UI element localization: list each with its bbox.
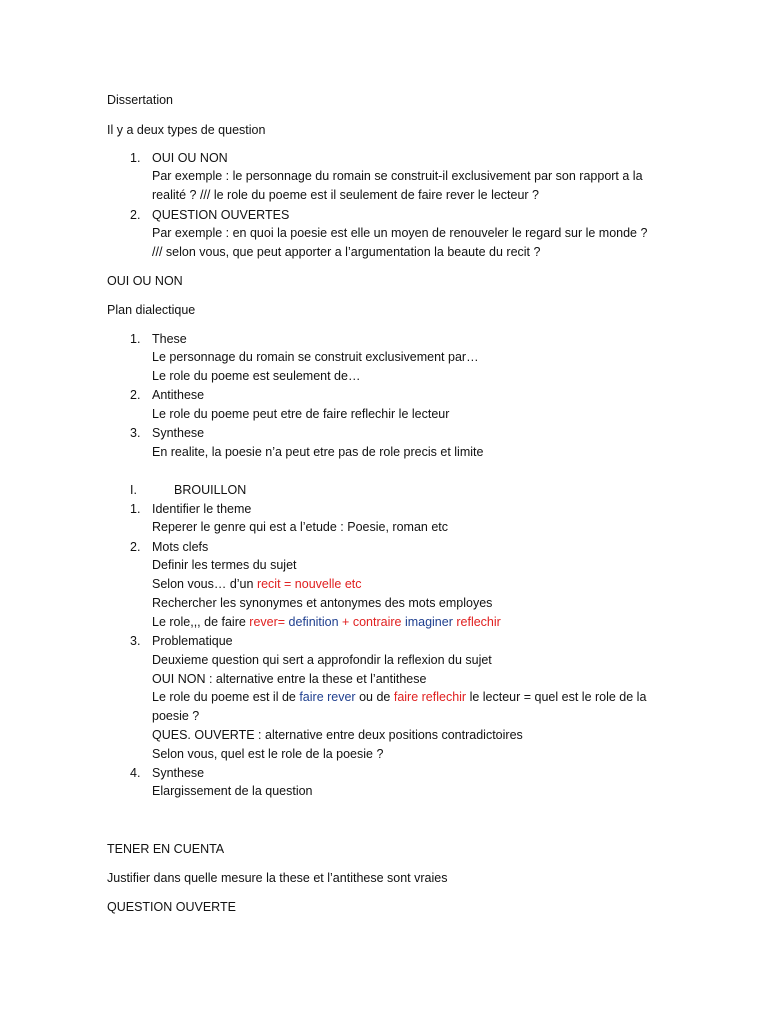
brouillon-3-line: QUES. OUVERTE : alternative entre deux positions contradictoires — [152, 728, 523, 742]
faire-rever-highlight: faire rever — [299, 690, 356, 704]
definition-highlight: definition — [285, 615, 339, 629]
plan-3-number: 3. — [130, 426, 141, 440]
plan-1-line: Le personnage du romain se construit exclusivement par… — [152, 350, 479, 364]
brouillon-2-heading: Mots clefs — [152, 540, 209, 554]
tener-heading: TENER EN CUENTA — [107, 842, 225, 856]
brouillon-3-line: Selon vous, quel est le role de la poesie ? — [152, 747, 384, 761]
type-1-line: Par exemple : le personnage du romain se construit-il exclusivement par son rapport a la — [152, 169, 643, 183]
faire-reflechir-highlight: faire reflechir — [393, 690, 467, 704]
type-2-heading: QUESTION OUVERTES — [152, 208, 290, 222]
question-ouverte-heading: QUESTION OUVERTE — [107, 900, 236, 914]
doc-title: Dissertation — [107, 93, 173, 107]
plan-2-line: Le role du poeme peut etre de faire reflechir le lecteur — [152, 407, 450, 421]
justifier-text: Justifier dans quelle mesure la these et l’antithese sont vraies — [107, 871, 448, 885]
brouillon-2-line: Rechercher les synonymes et antonymes des mots employes — [152, 596, 493, 610]
poeme-suffix: le lecteur = quel est le role de la — [466, 690, 647, 704]
brouillon-1-number: 1. — [130, 502, 141, 516]
type-2-line: Par exemple : en quoi la poesie est elle un moyen de renouveler le regard sur le monde ? — [152, 226, 648, 240]
brouillon-3-heading: Problematique — [152, 634, 233, 648]
plan-1-line: Le role du poeme est seulement de… — [152, 369, 361, 383]
brouillon-number: I. — [130, 483, 137, 497]
reflechir-highlight: reflechir — [452, 615, 501, 629]
poeme-prefix: Le role du poeme est il de — [152, 690, 300, 704]
plan-3-heading: Synthese — [152, 426, 205, 440]
brouillon-3-line: poesie ? — [152, 709, 200, 723]
contraire-highlight: + contraire — [338, 615, 402, 629]
type-1-line: realité ? /// le role du poeme est il seulement de faire rever le lecteur ? — [152, 188, 540, 202]
selon-line — [152, 575, 362, 593]
imaginer-highlight: imaginer — [401, 615, 453, 629]
intro-text: Il y a deux types de question — [107, 123, 266, 137]
selon-prefix: Selon vous… d’un — [152, 577, 257, 591]
role-prefix: Le role,,, de faire — [152, 615, 250, 629]
plan-3-line: En realite, la poesie n’a peut etre pas de role precis et limite — [152, 445, 484, 459]
type-2-line: /// selon vous, que peut apporter a l’argumentation la beaute du recit ? — [152, 245, 541, 259]
brouillon-4-line: Elargissement de la question — [152, 784, 313, 798]
type-1-number: 1. — [130, 151, 141, 165]
brouillon-2-line: Definir les termes du sujet — [152, 558, 297, 572]
brouillon-3-line: OUI NON : alternative entre la these et l’antithese — [152, 672, 427, 686]
brouillon-4-heading: Synthese — [152, 766, 205, 780]
poeme-mid: ou de — [355, 690, 394, 704]
rever-highlight: rever= — [249, 615, 286, 629]
role-line — [152, 613, 501, 631]
plan-1-number: 1. — [130, 332, 141, 346]
oui-non-heading: OUI OU NON — [107, 274, 183, 288]
type-2-number: 2. — [130, 208, 141, 222]
plan-1-heading: These — [152, 332, 187, 346]
poeme-line — [152, 688, 646, 706]
brouillon-1-line: Reperer le genre qui est a l’etude : Poesie, roman etc — [152, 520, 449, 534]
plan-heading: Plan dialectique — [107, 303, 196, 317]
brouillon-3-number: 3. — [130, 634, 141, 648]
type-1-heading: OUI OU NON — [152, 151, 228, 165]
brouillon-heading: BROUILLON — [174, 483, 247, 497]
brouillon-1-heading: Identifier le theme — [152, 502, 252, 516]
brouillon-2-number: 2. — [130, 540, 141, 554]
recit-highlight: recit = nouvelle etc — [256, 577, 362, 591]
plan-2-number: 2. — [130, 388, 141, 402]
brouillon-3-line: Deuxieme question qui sert a approfondir la reflexion du sujet — [152, 653, 492, 667]
plan-2-heading: Antithese — [152, 388, 205, 402]
brouillon-4-number: 4. — [130, 766, 141, 780]
